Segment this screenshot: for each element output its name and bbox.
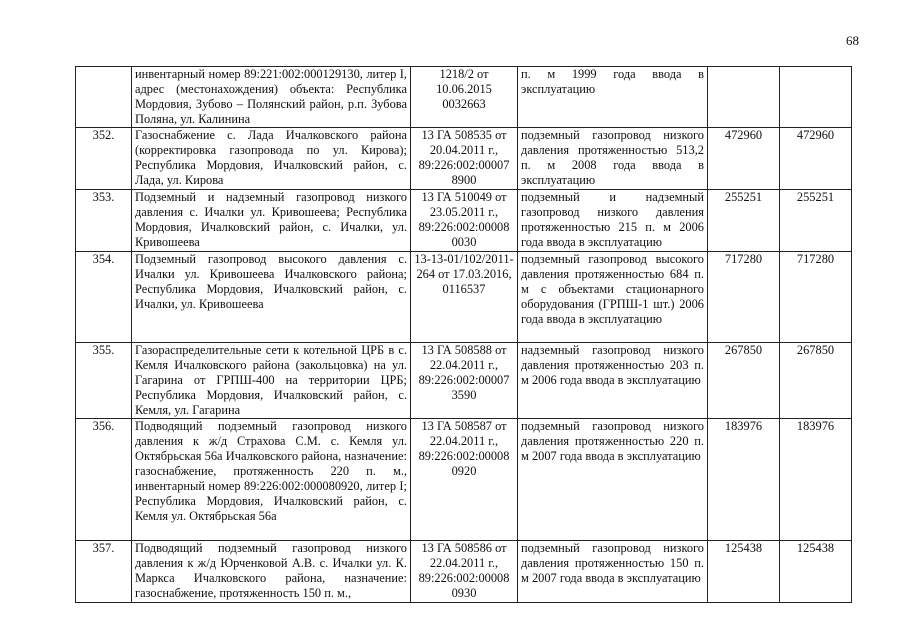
object-characteristics: п. м 1999 года ввода в эксплуатацию	[518, 67, 708, 128]
object-characteristics: надземный газопровод низкого давления протяженностью 203 п. м 2006 года ввода в эксплуатацию	[518, 343, 708, 419]
object-name: Подводящий подземный газопровод низкого давления к ж/д Страхова С.М. с. Кемля ул. Октябрьская 56а Ичалковского района, назначение: газоснабжение, протяженность 220 п. м., инвентарный номер 89:226:002:000080920, литер I; Республика Мордовия, Ичалковский район, с. Кемля ул. Октябрьская 56а	[132, 419, 411, 541]
object-name: Подземный и надземный газопровод низкого давления с. Ичалки ул. Кривошеева; Республика Мордовия, Ичалковский район, с. Ичалки, ул. Кривошеева	[132, 190, 411, 252]
registration-document: 13-13-01/102/2011-264 от 17.03.2016, 0116537	[411, 252, 518, 343]
residual-value: 717280	[780, 252, 852, 343]
table-row	[76, 541, 852, 603]
property-register-table	[75, 66, 852, 603]
registration-document: 1218/2 от 10.06.2015 0032663	[411, 67, 518, 128]
book-value: 183976	[708, 419, 780, 541]
registration-document: 13 ГА 508586 от 22.04.2011 г., 89:226:002:00008 0930	[411, 541, 518, 603]
residual-value	[780, 67, 852, 128]
row-number: 354.	[76, 252, 132, 343]
book-value: 125438	[708, 541, 780, 603]
object-characteristics: подземный и надземный газопровод низкого давления протяженностью 215 п. м 2006 года ввода в эксплуатацию	[518, 190, 708, 252]
object-characteristics: подземный газопровод низкого давления протяженностью 150 п. м 2007 года ввода в эксплуатацию	[518, 541, 708, 603]
book-value: 255251	[708, 190, 780, 252]
table-row	[76, 419, 852, 541]
residual-value: 472960	[780, 128, 852, 190]
residual-value: 125438	[780, 541, 852, 603]
table-row	[76, 67, 852, 128]
object-name: инвентарный номер 89:221:002:000129130, литер I, адрес (местонахождения) объекта: Республика Мордовия, Зубово – Полянский район, р.п. Зубова Поляна, ул. Калинина	[132, 67, 411, 128]
table-row	[76, 190, 852, 252]
object-characteristics: подземный газопровод низкого давления протяженностью 513,2 п. м 2008 года ввода в эксплуатацию	[518, 128, 708, 190]
object-characteristics: подземный газопровод высокого давления протяженностью 684 п. м с объектами стационарного оборудования (ГРПШ-1 шт.) 2006 года ввода в эксплуатацию	[518, 252, 708, 343]
row-number: 352.	[76, 128, 132, 190]
page-number: 68	[846, 33, 859, 48]
book-value: 717280	[708, 252, 780, 343]
object-characteristics: подземный газопровод низкого давления протяженностью 220 п. м 2007 года ввода в эксплуатацию	[518, 419, 708, 541]
registration-document: 13 ГА 508535 от 20.04.2011 г., 89:226:002:00007 8900	[411, 128, 518, 190]
object-name: Газораспределительные сети к котельной ЦРБ в с. Кемля Ичалковского района (закольцовка) на ул. Гагарина от ГРПШ-400 на территории ЦРБ; Республика Мордовия, Ичалковский район, с. Кемля, ул. Гагарина	[132, 343, 411, 419]
table-row	[76, 128, 852, 190]
residual-value: 267850	[780, 343, 852, 419]
row-number: 356.	[76, 419, 132, 541]
row-number: 353.	[76, 190, 132, 252]
residual-value: 255251	[780, 190, 852, 252]
registration-document: 13 ГА 508588 от 22.04.2011 г., 89:226:002:00007 3590	[411, 343, 518, 419]
object-name: Газоснабжение с. Лада Ичалковского района (корректировка газопровода по ул. Кирова); Республика Мордовия, Ичалковский район, с. Лада, ул. Кирова	[132, 128, 411, 190]
book-value: 472960	[708, 128, 780, 190]
registration-document: 13 ГА 510049 от 23.05.2011 г., 89:226:002:00008 0030	[411, 190, 518, 252]
registration-document: 13 ГА 508587 от 22.04.2011 г., 89:226:002:00008 0920	[411, 419, 518, 541]
row-number: 357.	[76, 541, 132, 603]
book-value	[708, 67, 780, 128]
table-row	[76, 252, 852, 343]
row-number: 355.	[76, 343, 132, 419]
residual-value: 183976	[780, 419, 852, 541]
row-number	[76, 67, 132, 128]
object-name: Подводящий подземный газопровод низкого давления к ж/д Юрченковой А.В. с. Ичалки ул. К. Маркса Ичалковского района, назначение: газоснабжение, протяженность 150 п. м.,	[132, 541, 411, 603]
object-name: Подземный газопровод высокого давления с. Ичалки ул. Кривошеева Ичалковского района; Республика Мордовия, Ичалковский район, с. Ичалки, ул. Кривошеева	[132, 252, 411, 343]
book-value: 267850	[708, 343, 780, 419]
table-row	[76, 343, 852, 419]
